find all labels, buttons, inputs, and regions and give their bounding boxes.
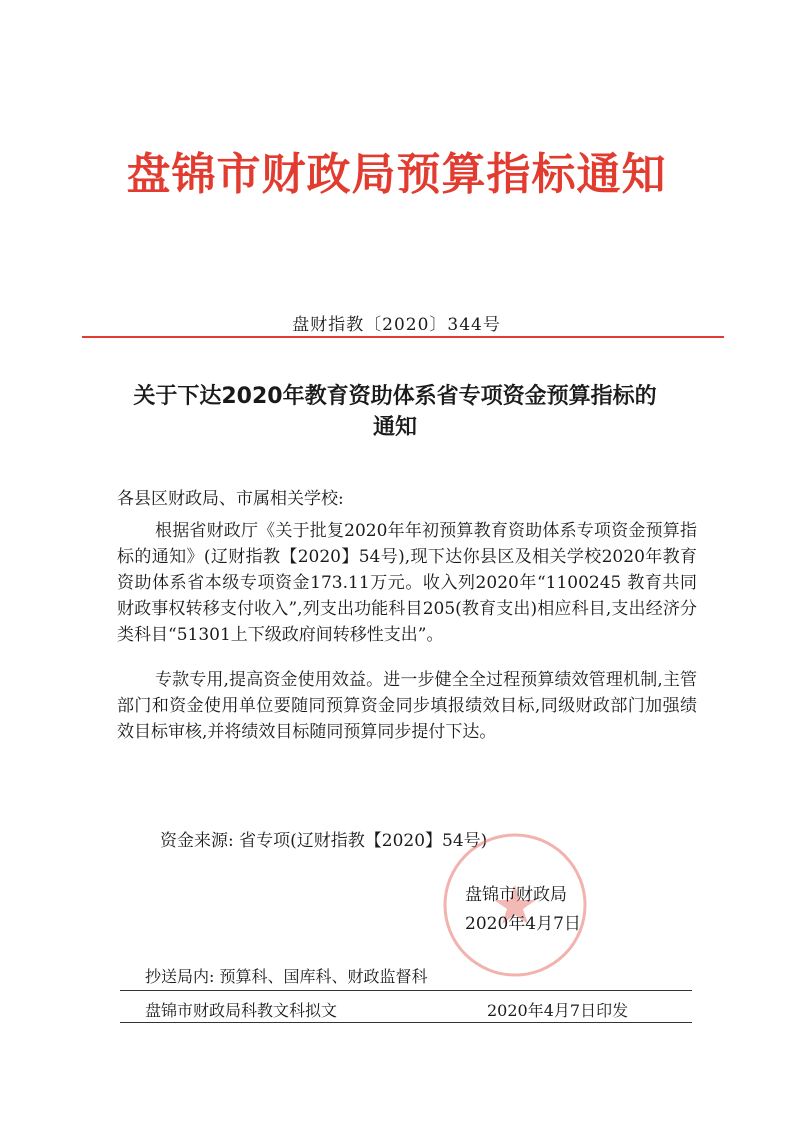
footer-rule-top <box>120 990 692 991</box>
cc-line: 抄送局内: 预算科、国库科、财政监督科 <box>145 967 428 986</box>
salutation: 各县区财政局、市属相关学校: <box>117 489 344 509</box>
signing-organization: 盘锦市财政局 <box>465 885 567 905</box>
subject-line-1: 关于下达2020年教育资助体系省专项资金预算指标的 <box>133 384 657 409</box>
body-paragraph-1: 根据省财政厅《关于批复2020年年初预算教育资助体系专项资金预算指标的通知》(辽财指教【2020】54号),现下达你县区及相关学校2020年教育资助体系省本级专项资金173.11万元。收入列2020年“1100245 教育共同财政事权转移支付收入”,列支出功能科目205(教育支出)相应科目,支出经济分类科目“51301上下级政府间转移性支出”。 <box>117 521 697 645</box>
notice-subject <box>95 381 695 443</box>
document-header-title: 盘锦市财政局预算指标通知 <box>126 149 667 200</box>
signing-date: 2020年4月7日 <box>465 914 581 934</box>
header-red-rule <box>82 336 724 338</box>
fund-source: 资金来源: 省专项(辽财指教【2020】54号) <box>160 831 488 851</box>
official-seal-icon <box>440 830 590 980</box>
document-number: 盘财指教〔2020〕344号 <box>292 315 501 335</box>
issuer-line: 盘锦市财政局科教文科拟文 <box>145 1001 338 1020</box>
subject-line-2: 通知 <box>372 415 417 440</box>
issue-date: 2020年4月7日印发 <box>487 1001 629 1020</box>
body-paragraph-2: 专款专用,提高资金使用效益。进一步健全全过程预算绩效管理机制,主管部门和资金使用单位要随同预算资金同步填报绩效目标,同级财政部门加强绩效目标审核,并将绩效目标随同预算同步提付下达。 <box>117 670 697 742</box>
footer-rule-bottom <box>120 1022 692 1023</box>
